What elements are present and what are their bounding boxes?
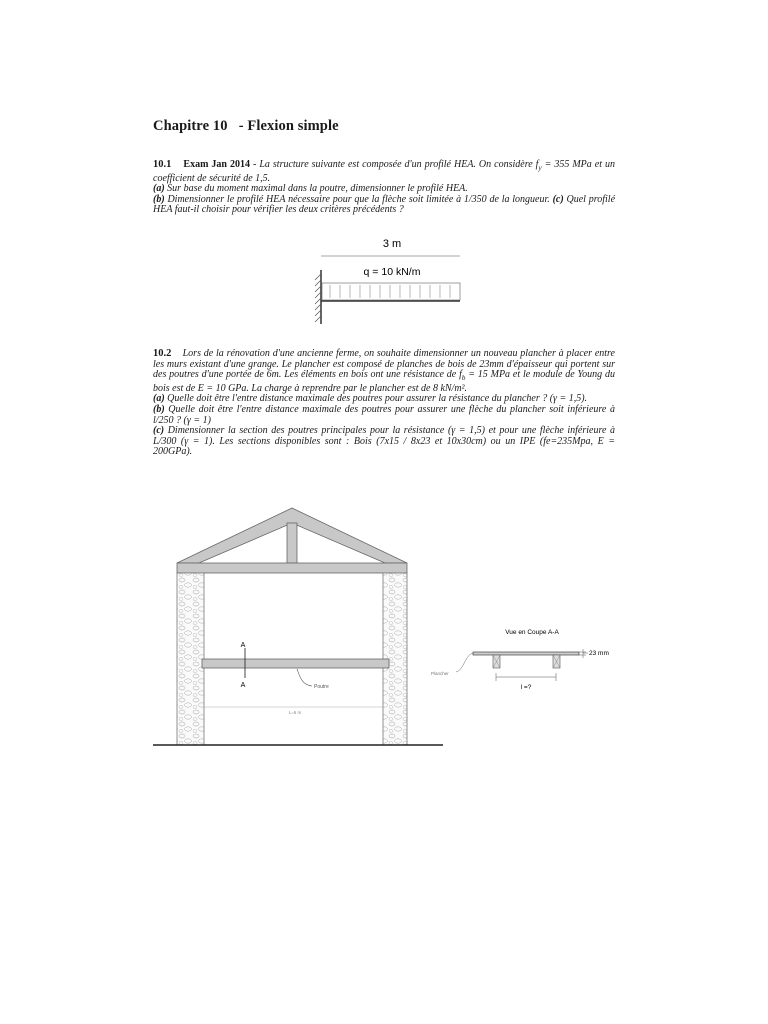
question-b-text: Dimensionner le profilé HEA nécessaire pour que la flèche soit limitée à 1/350 de la longueur. <box>164 193 550 205</box>
left-wall <box>177 573 204 745</box>
exercise-10-2 <box>153 349 615 458</box>
question-2b-label: (b) <box>153 403 165 415</box>
thickness-label: 23 mm <box>589 650 609 657</box>
fy-subscript: y <box>538 164 542 172</box>
barn-figure <box>150 505 620 755</box>
chapter-subtitle: Flexion simple <box>247 118 339 134</box>
question-b-label: (b) <box>153 193 165 205</box>
question-a-label: (a) <box>153 183 165 195</box>
question-a-text: Sur base du moment maximal dans la poutre, dimensionner le profilé HEA. <box>164 183 468 195</box>
section-a-top: A <box>240 642 246 649</box>
section-a-bottom: A <box>240 682 246 689</box>
exercise-intro-2: = 355 MPa et un coefficient de sécurité de 1,5. <box>153 159 616 184</box>
plank-label: Plancher <box>431 671 449 676</box>
question-2a-label: (a) <box>153 393 165 405</box>
exercise-2-intro: Lors de la rénovation d'une ancienne ferme, on souhaite dimensionner un nouveau plancher à placer entre les murs existant d'une grange. Le plancher est composé de planches de bois de 23mm d'épaisseur qui portent sur des poutres d'une portée de 6m. Les éléments en bois ont une résistance de f <box>153 348 615 381</box>
spacing-label: l =? <box>520 684 532 691</box>
section-view-title: Vue en Coupe A-A <box>505 629 559 636</box>
exercise-2-intro-2: = 15 MPa et le module de Young du bois est de E = 10 GPa. La charge à reprendre par le plancher est de 8 kN/m². <box>153 369 616 394</box>
question-c-text: Quel profilé HEA faut-il choisir pour vérifier les deux critères précédents ? <box>153 193 616 216</box>
exercise-exam-label: Exam Jan 2014 <box>183 159 250 170</box>
cantilever-figure <box>300 232 470 332</box>
plank <box>473 652 579 655</box>
beam-label: Poutre <box>314 684 329 690</box>
chapter-title: Chapitre 10 <box>153 118 228 134</box>
chapter-heading <box>153 118 339 135</box>
exercise-intro: - La structure suivante est composée d'un profilé HEA. On considère f <box>253 159 539 170</box>
question-2c-text: Dimensionner la section des poutres principales pour la résistance (γ = 1,5) et pour une flèche inférieure à L/300 (γ = 1). Les sections disponibles sont : Bois (7x15 / 8x23 et 10x30cm) ou un IPE (fe=235Mpa, E = 200GPa). <box>153 425 615 458</box>
span-label-barn: L=6 m <box>288 710 302 715</box>
beam <box>202 659 389 668</box>
question-2c-label: (c) <box>153 425 165 437</box>
question-2b-text: Quelle doit être l'entre distance maximale des poutres pour assurer une flèche du plancher soit inférieure à l/250 ? (γ = 1) <box>153 403 615 426</box>
fb-subscript: b <box>461 374 466 383</box>
exercise-number: 10.1 <box>153 159 172 170</box>
question-2a-text: Quelle doit être l'entre distance maximale des poutres pour assurer la résistance du plancher ? (γ = 1,5). <box>164 393 588 405</box>
load-label: q = 10 kN/m <box>363 266 421 278</box>
chapter-separator: - <box>238 118 244 134</box>
span-label: 3 m <box>382 238 402 250</box>
exercise-number-2: 10.2 <box>153 348 172 359</box>
question-c-label: (c) <box>552 193 564 205</box>
exercise-10-1 <box>153 160 615 216</box>
